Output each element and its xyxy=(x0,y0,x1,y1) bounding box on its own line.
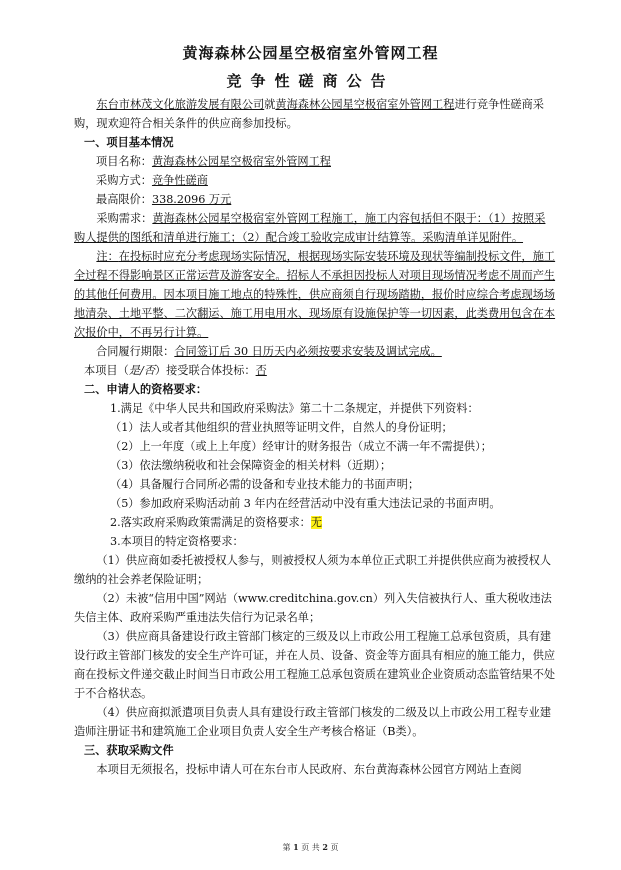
requirement-3-item: （3）供应商具备建设行政主管部门核定的三级及以上市政公用工程施工总承包资质，具有建设行政主管部门核发的安全生产许可证，并在人员、设备、资金等方面具有相应的施工能力，供应商在投标文件递交截止时间当日市政公用工程施工总承包资质在建筑业企业资质动态监管结果不处于不合格状态。 xyxy=(74,630,556,700)
purchaser-name: 东台市林茂文化旅游发展有限公司 xyxy=(96,98,265,111)
policy-requirement-value: 无 xyxy=(310,516,323,529)
max-price-row: 最高限价：338.2096 万元 xyxy=(96,193,232,206)
note-text: 在投标时应充分考虑现场实际情况，根据现场实际安装环境及现状等编制投标文件，施工全过程不得影响景区正常运营及游客安全。招标人不承担因投标人对项目现场情况考虑不周而产生的其他任何费用。因本项目施工地点的特殊性，供应商须自行现场踏勘，报价时应综合考虑现场场地清杂、土地平整、二次翻运、施工用电用水、现场原有设施保护等一切因素，此类费用包含在本次报价中，不再另行计算。 xyxy=(74,250,556,339)
consortium-value: 否 xyxy=(255,364,267,377)
requirement-3-item: （2）未被“信用中国”网站（www.creditchina.gov.cn）列入失信被执行人、重大税收违法失信主体、政府采购严重违法失信行为记录名单； xyxy=(74,592,552,624)
intro-paragraph: 东台市林茂文化旅游发展有限公司就黄海森林公园星空极宿室外管网工程进行竞争性磋商采购，现欢迎符合相关条件的供应商参加投标。 xyxy=(74,98,544,130)
section-3-heading: 三、获取采购文件 xyxy=(84,743,174,757)
requirement-1-item: （5）参加政府采购活动前 3 年内在经营活动中没有重大违法记录的书面声明。 xyxy=(110,497,501,510)
project-name-row: 项目名称：黄海森林公园星空极宿室外管网工程 xyxy=(96,155,331,168)
section-2-heading: 二、申请人的资格要求： xyxy=(84,382,208,396)
consortium-row: 本项目（是/否）接受联合体投标：否 xyxy=(84,364,267,377)
contract-period-value: 合同签订后 30 日历天内必须按要求安装及调试完成。 xyxy=(174,345,442,358)
title-line-2: 竞争性磋商公告 xyxy=(226,72,395,90)
requirement-1: 1.满足《中华人民共和国政府采购法》第二十二条规定，并提供下列资料： xyxy=(110,402,479,415)
procurement-need-text: 黄海森林公园星空极宿室外管网工程施工，施工内容包括但不限于：（1）按照采购人提供的图纸和清单进行施工；（2）配合竣工验收完成审计结算等。采购清单详见附件。 xyxy=(74,212,546,244)
contract-period-row: 合同履行期限：合同签订后 30 日历天内必须按要求安装及调试完成。 xyxy=(96,345,442,358)
section-3-text: 本项目无须报名，投标申请人可在东台市人民政府、东台黄海森林公园官方网站上查阅 xyxy=(96,763,522,776)
current-page-number: 1 xyxy=(293,842,299,852)
max-price-value: 338.2096 万元 xyxy=(151,193,232,206)
note-paragraph: 注：在投标时应充分考虑现场实际情况，根据现场实际安装环境及现状等编制投标文件，施工全过程不得影响景区正常运营及游客安全。招标人不承担因投标人对项目现场情况考虑不周而产生的其他任何费用。因本项目施工地点的特殊性，供应商须自行现场踏勘，报价时应综合考虑现场场地清杂、土地平整、二次翻运、施工用电用水、现场原有设施保护等一切因素，此类费用包含在本次报价中，不再另行计算。 xyxy=(74,250,556,339)
document-body xyxy=(74,95,556,779)
procurement-need: 采购需求：黄海森林公园星空极宿室外管网工程施工，施工内容包括但不限于：（1）按照采购人提供的图纸和清单进行施工；（2）配合竣工验收完成审计结算等。采购清单详见附件。 xyxy=(74,212,546,244)
requirement-1-item: （3）依法缴纳税收和社会保障资金的相关材料（近期）； xyxy=(110,459,392,472)
requirement-3-item: （1）供应商如委托被授权人参与，则被授权人须为本单位正式职工并提供供应商为被授权人缴纳的社会养老保险证明； xyxy=(74,554,552,586)
requirement-1-item: （4）具备履行合同所必需的设备和专业技术能力的书面声明； xyxy=(110,478,420,491)
title-line-1: 黄海森林公园星空极宿室外管网工程 xyxy=(182,44,439,62)
requirement-2: 2.落实政府采购政策需满足的资格要求：无 xyxy=(110,516,323,529)
requirement-3-item: （4）供应商拟派遣项目负责人具有建设行政主管部门核发的二级及以上市政公用工程专业建造师注册证书和建筑施工企业项目负责人安全生产考核合格证（B类）。 xyxy=(74,706,552,738)
requirement-1-item: （2）上一年度（或上上年度）经审计的财务报告（成立不满一年不需提供）； xyxy=(110,440,492,453)
procurement-method-row: 采购方式：竞争性磋商 xyxy=(96,174,208,187)
intro-project-name: 黄海森林公园星空极宿室外管网工程 xyxy=(275,98,455,111)
requirement-3: 3.本项目的特定资格要求： xyxy=(110,535,244,548)
total-page-number: 2 xyxy=(322,842,328,852)
page-footer: 第 1 页 共 2 页 xyxy=(282,842,339,852)
requirement-1-item: （1）法人或者其他组织的营业执照等证明文件，自然人的身份证明； xyxy=(110,421,453,434)
procurement-method-value: 竞争性磋商 xyxy=(151,174,208,187)
project-name-value: 黄海森林公园星空极宿室外管网工程 xyxy=(151,155,331,168)
section-1-heading: 一、项目基本情况 xyxy=(84,135,174,149)
